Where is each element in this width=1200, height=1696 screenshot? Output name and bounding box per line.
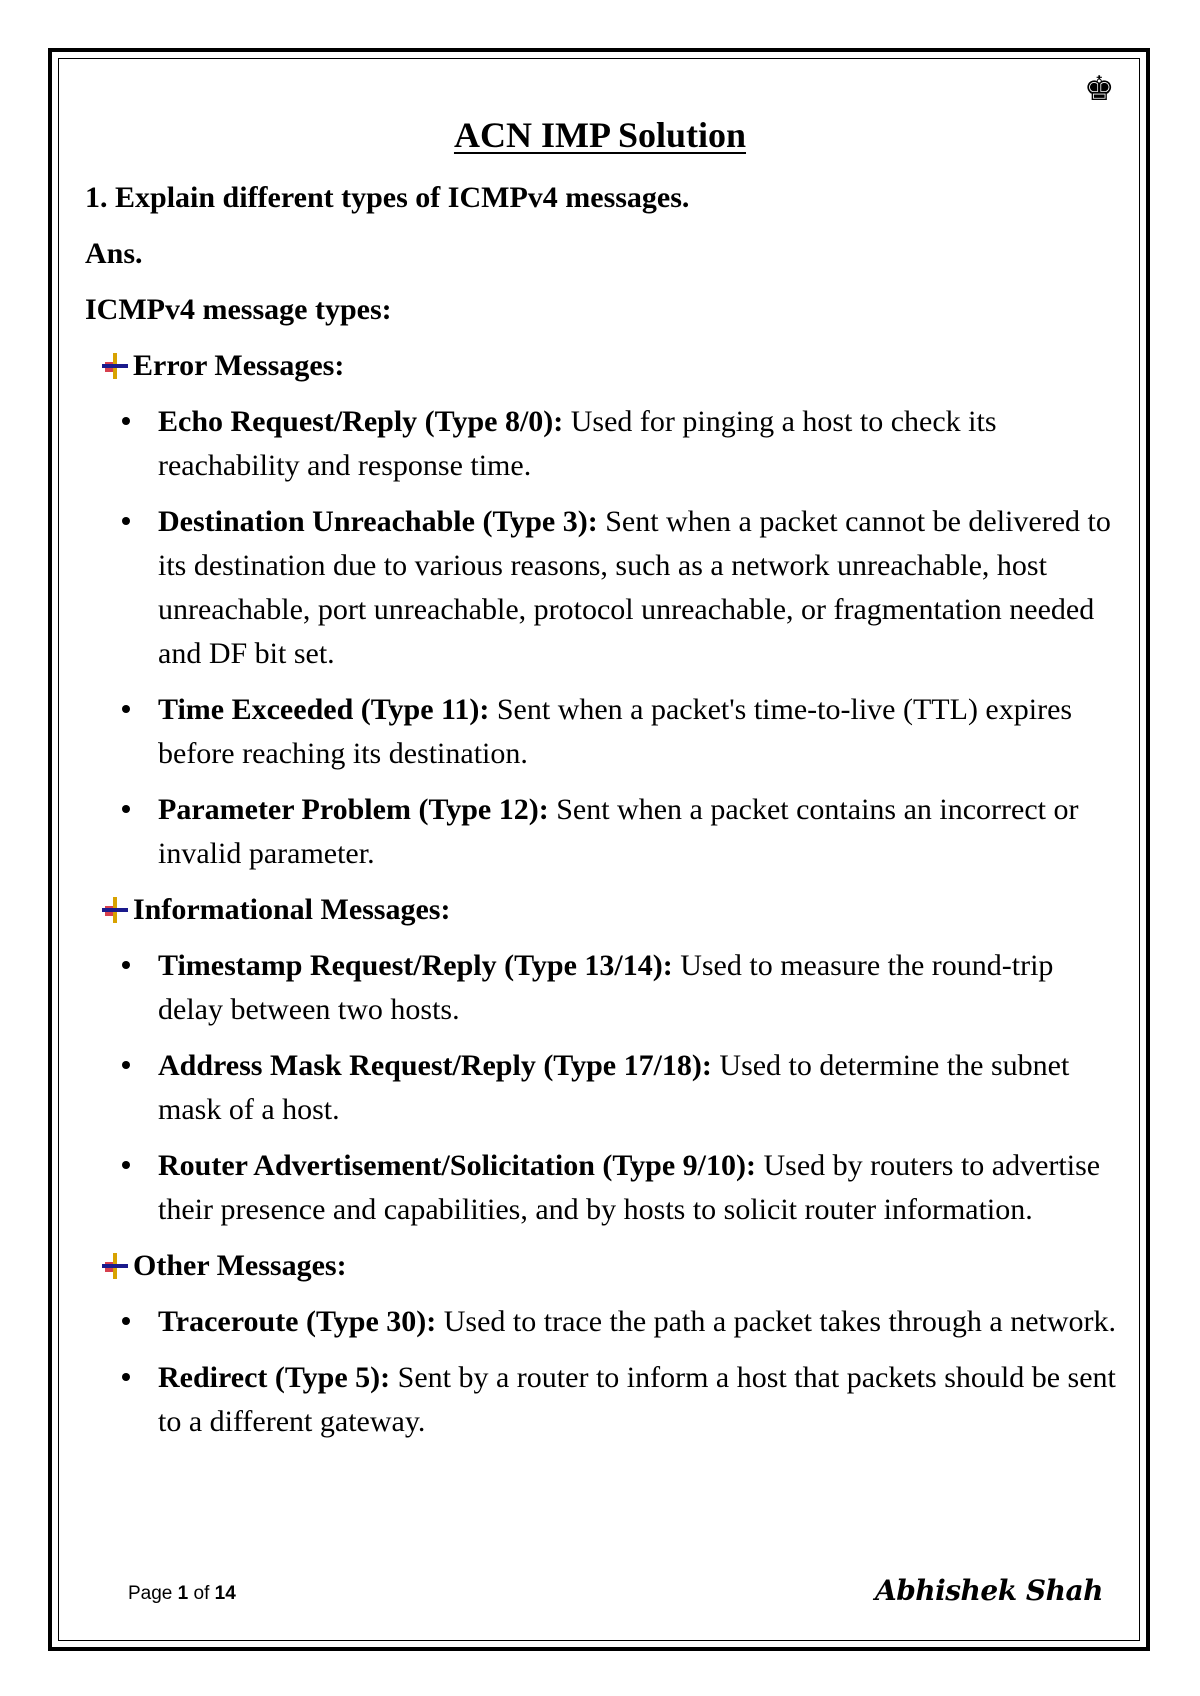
section-heading: [101, 888, 1125, 932]
item-title: Destination Unreachable (Type 3):: [158, 505, 598, 538]
list-item: [85, 1300, 1125, 1344]
item-title: Timestamp Request/Reply (Type 13/14):: [158, 949, 673, 982]
item-title: Echo Request/Reply (Type 8/0):: [158, 405, 564, 438]
list-item: [85, 944, 1125, 1032]
document-title: ACN IMP Solution: [453, 115, 747, 155]
question-heading: 1. Explain different types of ICMPv4 messages.: [85, 181, 690, 214]
section-informational-messages: [85, 888, 1125, 1232]
item-text: Sent when a packet contains an incorrect or invalid parameter.: [158, 793, 1079, 870]
page-total: 14: [214, 1583, 236, 1604]
document-body: [85, 176, 1125, 1456]
plus-bullet-icon: [101, 352, 129, 380]
message-list: [85, 944, 1125, 1232]
list-item: [85, 500, 1125, 676]
section-heading: [101, 344, 1125, 388]
item-title: Parameter Problem (Type 12):: [158, 793, 549, 826]
section-heading-text: Other Messages:: [133, 1249, 347, 1282]
intro-heading: ICMPv4 message types:: [85, 293, 392, 326]
answer-label: Ans.: [85, 237, 143, 270]
bullet-icon: [122, 417, 130, 425]
bullet-icon: [122, 517, 130, 525]
page-number: [128, 1583, 236, 1605]
of-word: of: [193, 1583, 210, 1604]
item-text: Used by routers to advertise their presence and capabilities, and by hosts to solicit router information.: [158, 1149, 1101, 1226]
item-title: Redirect (Type 5):: [158, 1361, 391, 1394]
bullet-icon: [122, 961, 130, 969]
message-list: [85, 400, 1125, 876]
item-text: Used to trace the path a packet takes through a network.: [436, 1305, 1116, 1338]
list-item: [85, 1044, 1125, 1132]
item-title: Router Advertisement/Solicitation (Type 9/10):: [158, 1149, 756, 1182]
bullet-icon: [122, 1161, 130, 1169]
item-text: Used for pinging a host to check its reachability and response time.: [158, 405, 997, 482]
section-other-messages: [85, 1244, 1125, 1444]
section-heading: [101, 1244, 1125, 1288]
item-text: Sent by a router to inform a host that packets should be sent to a different gateway.: [158, 1361, 1116, 1438]
item-text: Sent when a packet's time-to-live (TTL) expires before reaching its destination.: [158, 693, 1073, 770]
item-title: Time Exceeded (Type 11):: [158, 693, 490, 726]
bullet-icon: [122, 1061, 130, 1069]
crown-icon: ♚: [1084, 69, 1115, 109]
list-item: [85, 788, 1125, 876]
section-heading-text: Error Messages:: [133, 349, 345, 382]
plus-bullet-icon: [101, 896, 129, 924]
message-list: [85, 1300, 1125, 1444]
list-item: [85, 1356, 1125, 1444]
bullet-icon: [122, 1373, 130, 1381]
list-item: [85, 1144, 1125, 1232]
item-text: Used to determine the subnet mask of a host.: [158, 1049, 1070, 1126]
author-signature: Abhishek Shah: [875, 1574, 1103, 1607]
item-title: Traceroute (Type 30):: [158, 1305, 437, 1338]
page-current: 1: [177, 1583, 189, 1604]
plus-bullet-icon: [101, 1252, 129, 1280]
section-error-messages: [85, 344, 1125, 876]
bullet-icon: [122, 1317, 130, 1325]
list-item: [85, 400, 1125, 488]
item-text: Used to measure the round-trip delay between two hosts.: [158, 949, 1054, 1026]
bullet-icon: [122, 705, 130, 713]
bullet-icon: [122, 805, 130, 813]
section-heading-text: Informational Messages:: [133, 893, 451, 926]
item-title: Address Mask Request/Reply (Type 17/18):: [158, 1049, 712, 1082]
item-text: Sent when a packet cannot be delivered to its destination due to various reasons, such as a network unreachable, host unreachable, port unreachable, protocol unreachable, or fragmentation needed and DF bit set.: [158, 505, 1111, 670]
page-word: Page: [128, 1583, 173, 1604]
list-item: [85, 688, 1125, 776]
